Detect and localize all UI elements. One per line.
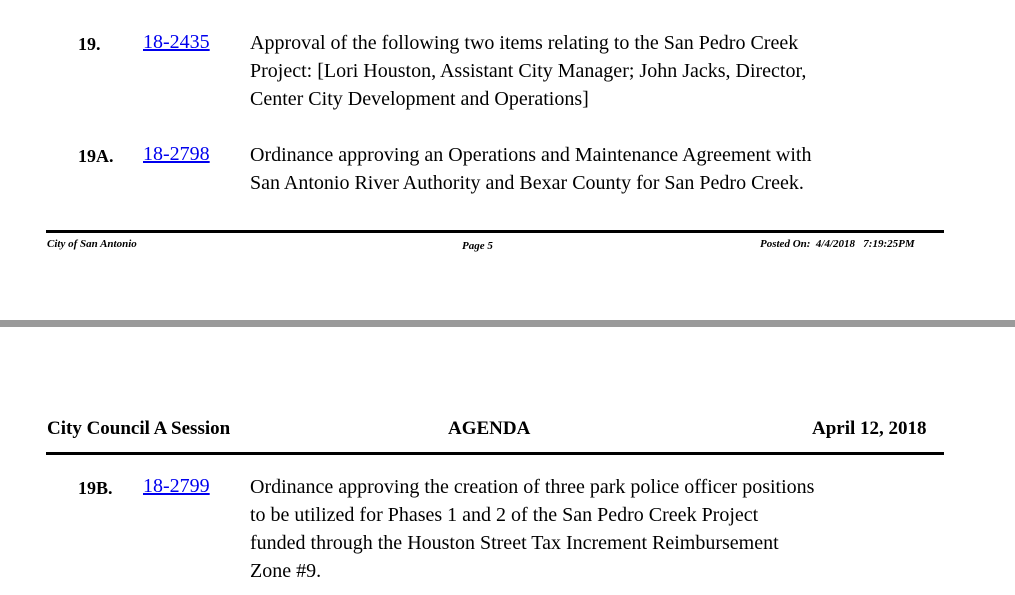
posted-label: Posted On: bbox=[760, 238, 811, 250]
item-number: 19B. bbox=[78, 478, 113, 498]
posted-date: 4/4/2018 bbox=[815, 238, 856, 250]
file-link-18-2435[interactable]: 18-2435 bbox=[143, 31, 210, 53]
file-link-18-2798[interactable]: 18-2798 bbox=[143, 143, 210, 165]
footer-page-number: Page 5 bbox=[462, 240, 493, 252]
item-description bbox=[250, 473, 890, 585]
item-description-line: Ordinance approving an Operations and Maintenance Agreement with bbox=[250, 144, 812, 166]
header-session: City Council A Session bbox=[47, 418, 231, 439]
item-description-line: San Antonio River Authority and Bexar County for San Pedro Creek. bbox=[250, 172, 804, 194]
item-description-line: to be utilized for Phases 1 and 2 of the San Pedro Creek Project bbox=[250, 504, 759, 526]
item-description-line: Approval of the following two items relating to the San Pedro Creek bbox=[250, 32, 799, 54]
header-date: April 12, 2018 bbox=[812, 418, 927, 439]
footer-rule bbox=[46, 230, 944, 233]
header-rule bbox=[46, 452, 944, 455]
item-description bbox=[250, 29, 890, 113]
item-description-line: Center City Development and Operations] bbox=[250, 88, 589, 110]
item-description bbox=[250, 141, 890, 197]
file-link-18-2799[interactable]: 18-2799 bbox=[143, 475, 210, 497]
item-description-line: Zone #9. bbox=[250, 560, 322, 582]
item-description-line: Ordinance approving the creation of three park police officer positions bbox=[250, 476, 815, 498]
footer-city: City of San Antonio bbox=[47, 238, 137, 250]
posted-time: 7:19:25PM bbox=[863, 238, 915, 250]
header-agenda: AGENDA bbox=[448, 418, 531, 439]
item-number: 19. bbox=[78, 34, 101, 54]
item-number: 19A. bbox=[78, 146, 114, 166]
item-description-line: funded through the Houston Street Tax Increment Reimbursement bbox=[250, 532, 779, 554]
item-description-line: Project: [Lori Houston, Assistant City Manager; John Jacks, Director, bbox=[250, 60, 807, 82]
page-separator bbox=[0, 320, 1015, 327]
footer-posted-on bbox=[760, 238, 915, 250]
